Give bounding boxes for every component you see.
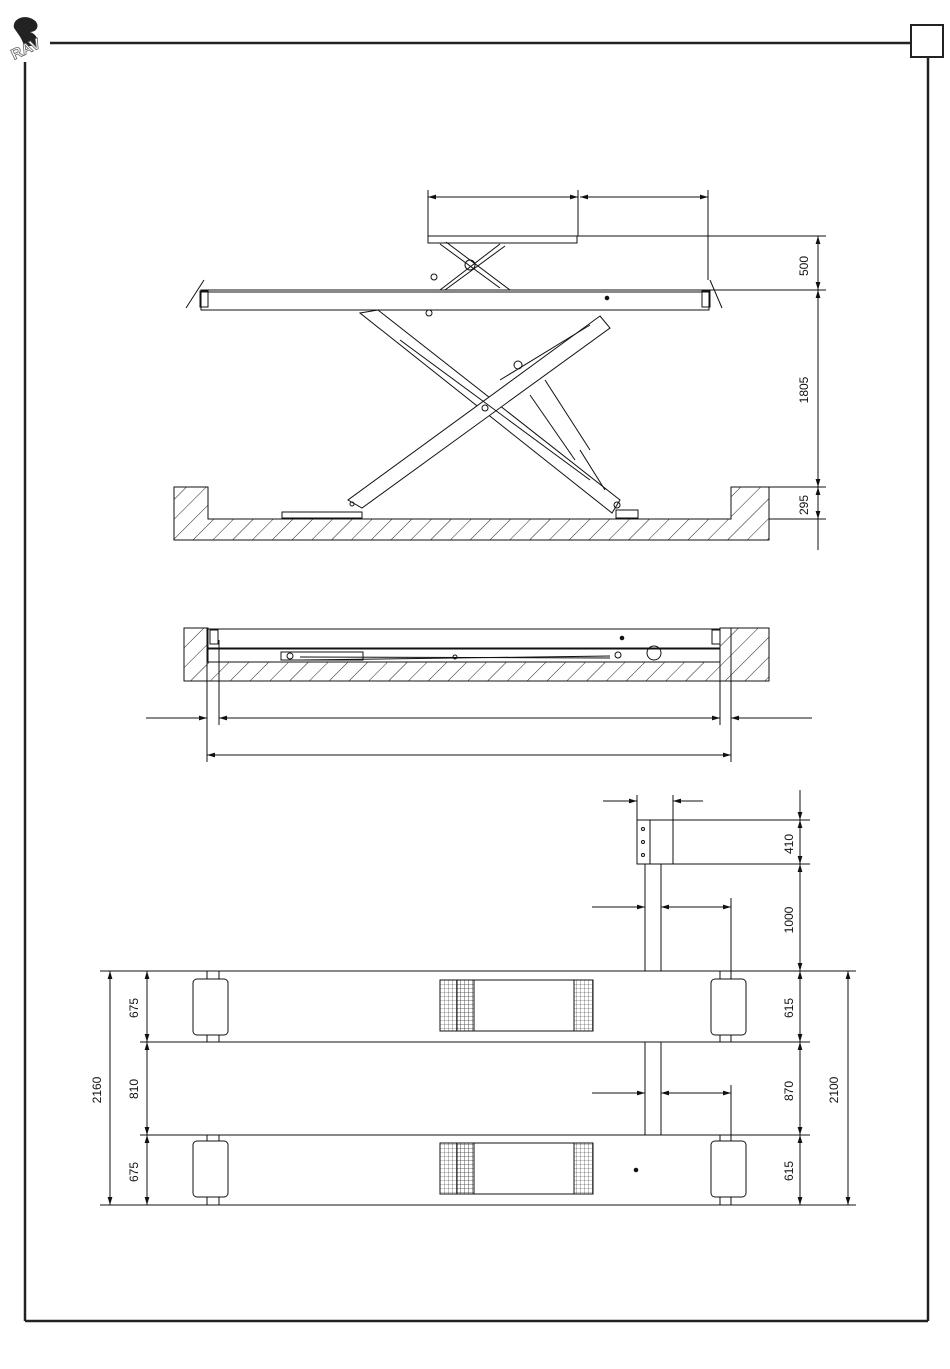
dim-left-runway-2: 675	[127, 1161, 141, 1183]
ramp-left-1	[193, 979, 228, 1035]
side-view	[174, 190, 826, 550]
turntable-grid-1b	[574, 980, 593, 1031]
plan-view	[100, 790, 856, 1205]
dim-left-gap: 810	[127, 1078, 141, 1100]
dim-upper-height: 500	[797, 255, 811, 277]
dim-left-overall: 2160	[90, 1076, 104, 1104]
rav-logo	[9, 17, 44, 63]
base-slide	[282, 512, 362, 518]
upper-scissor	[431, 242, 510, 290]
page-number-box	[911, 25, 943, 57]
ramp-right-1	[711, 979, 746, 1035]
dim-right-runway-2: 615	[782, 1160, 796, 1182]
ramp-left-2	[193, 1141, 228, 1197]
main-scissor	[348, 310, 620, 513]
control-console	[637, 820, 673, 864]
dim-right-overall: 2100	[827, 1076, 841, 1104]
logo-text: RAV	[8, 35, 44, 64]
dim-console-offset: 1000	[782, 906, 796, 934]
dim-lift-height: 1805	[797, 376, 811, 404]
lowered-runway	[208, 629, 720, 649]
dim-console: 410	[782, 833, 796, 855]
page-frame	[25, 43, 928, 1321]
dim-pit-depth: 295	[797, 494, 811, 516]
pit-section	[174, 487, 769, 540]
turntable-grid-2b	[574, 1143, 593, 1194]
dim-right-gap: 870	[782, 1080, 796, 1102]
lowered-view	[146, 628, 812, 762]
dim-left-runway-1: 675	[127, 997, 141, 1019]
upper-platform	[428, 236, 577, 243]
dim-right-runway-1: 615	[782, 997, 796, 1019]
main-runway	[201, 290, 709, 310]
ramp-right-2	[711, 1141, 746, 1197]
